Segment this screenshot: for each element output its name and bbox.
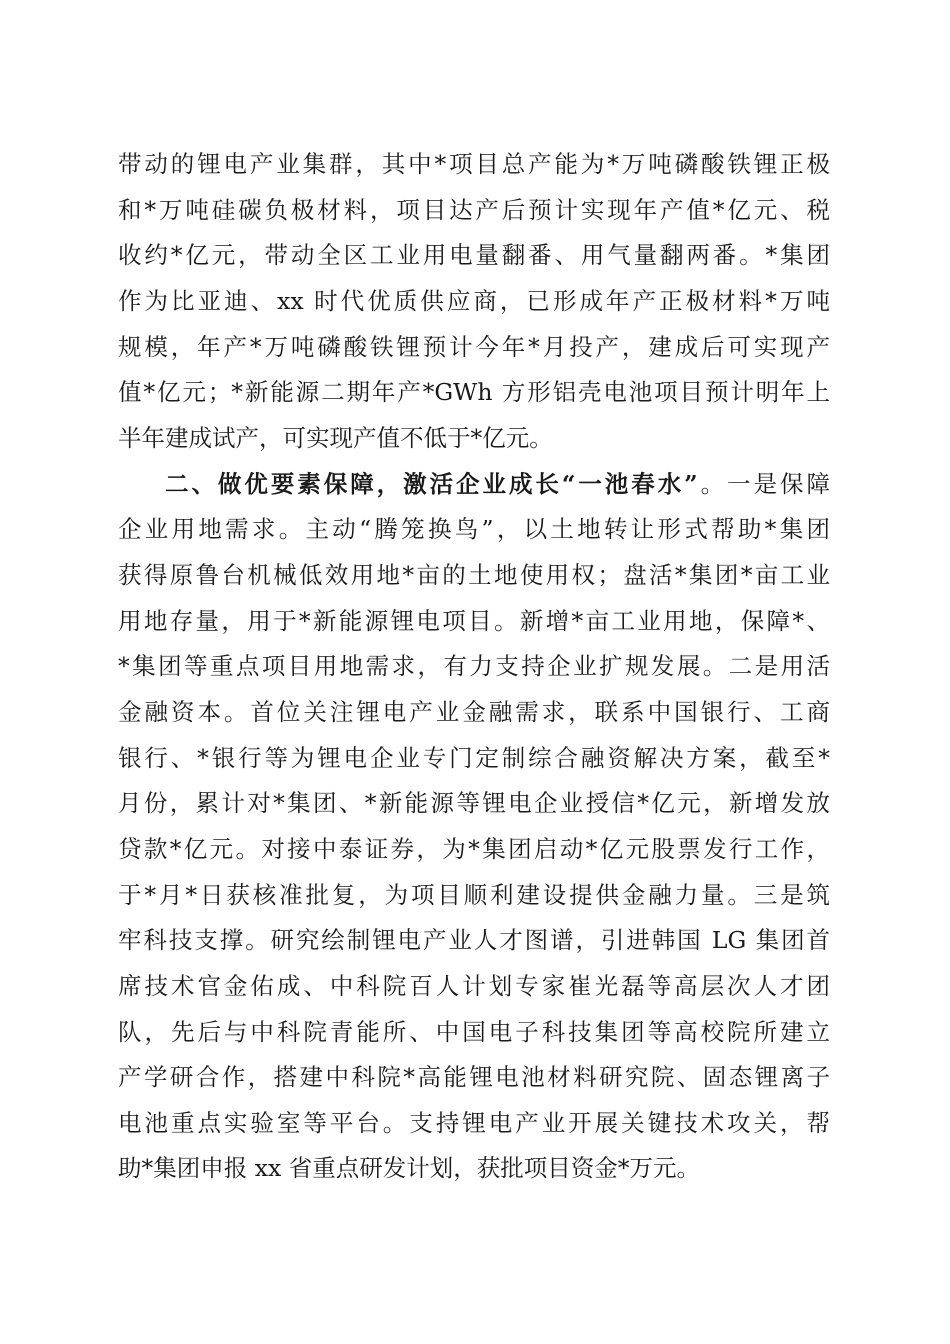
paragraph1-line-3: 收约*亿元，带动全区工业用电量翻番、用气量翻两番。*集团 bbox=[118, 241, 830, 269]
paragraph1-line-5: 规模，年产*万吨磷酸铁锂预计今年*月投产，建成后可实现产 bbox=[118, 333, 830, 361]
paragraph1-line-2: 和*万吨硅碳负极材料，项目达产后预计实现年产值*亿元、税 bbox=[118, 196, 830, 224]
paragraph2-line-12: 队，先后与中科院青能所、中国电子科技集团等高校院所建立 bbox=[118, 1018, 830, 1046]
paragraph2-line-2: 获得原鲁台机械低效用地*亩的土地使用权；盘活*集团*亩工业 bbox=[118, 561, 830, 589]
paragraph2-line-6: 银行、*银行等为锂电企业专门定制综合融资解决方案，截至* bbox=[118, 744, 830, 772]
paragraph2-line-15: 助*集团申报 xx 省重点研发计划，获批项目资金*万元。 bbox=[118, 1154, 700, 1182]
paragraph2-line-4: *集团等重点项目用地需求，有力支持企业扩规发展。二是用活 bbox=[118, 652, 830, 680]
paragraph2-line-8: 贷款*亿元。对接中泰证券，为*集团启动*亿元股票发行工作， bbox=[118, 835, 830, 863]
paragraph2-line-9: 于*月*日获核准批复，为项目顺利建设提供金融力量。三是筑 bbox=[118, 881, 830, 909]
paragraph1-line-6: 值*亿元；*新能源二期年产*GWh 方形铝壳电池项目预计明年上 bbox=[118, 378, 830, 406]
paragraph1-line-4: 作为比亚迪、xx 时代优质供应商，已形成年产正极材料*万吨 bbox=[118, 287, 830, 315]
paragraph2-line-11: 席技术官金佑成、中科院百人计划专家崔光磊等高层次人才团 bbox=[118, 972, 830, 1000]
paragraph2-first-line bbox=[165, 464, 830, 504]
paragraph2-line-10: 牢科技支撑。研究绘制锂电产业人才图谱，引进韩国 LG 集团首 bbox=[118, 926, 830, 954]
paragraph2-line-3: 用地存量，用于*新能源锂电项目。新增*亩工业用地，保障*、 bbox=[118, 607, 830, 635]
paragraph2-line-1: 企业用地需求。主动“腾笼换鸟”，以土地转让形式帮助*集团 bbox=[118, 515, 830, 543]
paragraph2-line-7: 月份，累计对*集团、*新能源等锂电企业授信*亿元，新增发放 bbox=[118, 789, 830, 817]
paragraph2-line-13: 产学研合作，搭建中科院*高能锂电池材料研究院、固态锂离子 bbox=[118, 1063, 830, 1091]
section-heading: 二、做优要素保障，激活企业成长“一池春水” bbox=[165, 470, 698, 498]
paragraph2-first-line-rest: 。一是保障 bbox=[697, 470, 830, 498]
paragraph1-line-7: 半年建成试产，可实现产值不低于*亿元。 bbox=[118, 424, 553, 452]
paragraph2-line-5: 金融资本。首位关注锂电产业金融需求，联系中国银行、工商 bbox=[118, 698, 830, 726]
paragraph1-line-1: 带动的锂电产业集群，其中*项目总产能为*万吨磷酸铁锂正极 bbox=[118, 150, 830, 178]
paragraph2-line-14: 电池重点实验室等平台。支持锂电产业开展关键技术攻关，帮 bbox=[118, 1109, 830, 1137]
